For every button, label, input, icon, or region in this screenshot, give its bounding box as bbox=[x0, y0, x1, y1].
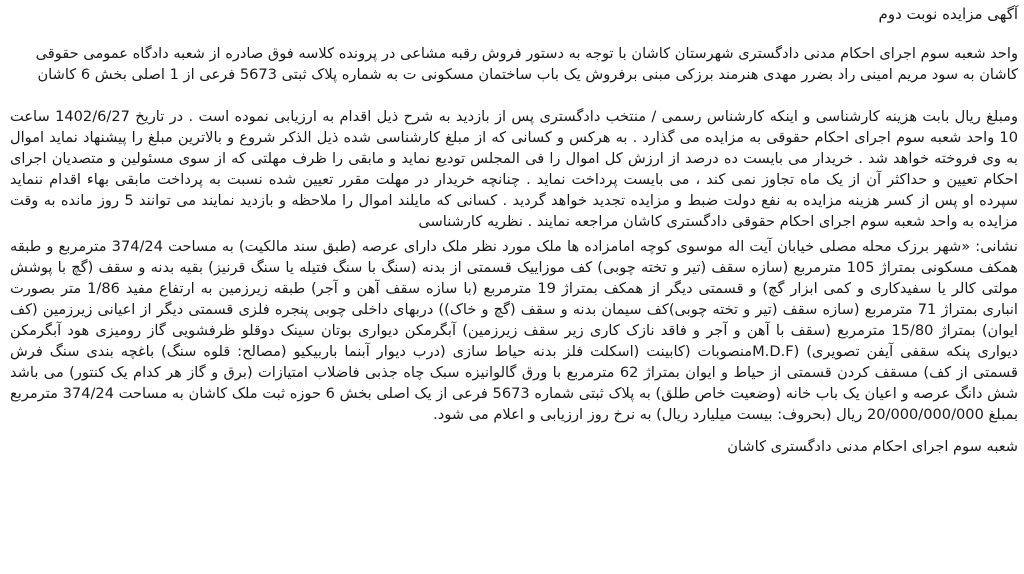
notice-issuer-signature: شعبه سوم اجرای احکام مدنی دادگستری کاشان bbox=[727, 438, 1018, 455]
notice-intro-paragraph: واحد شعبه سوم اجرای احکام مدنی دادگستری شهرستان کاشان با توجه به دستور فروش رقبه مشاعی در پرونده کلاسه فوق صادره از شعبه دادگاه عمومی حقوقی کاشان به سود مریم امینی راد بضرر مهدی هنرمند برزکی مبنی برفروش یک باب ساختمان مسکونی ت به شماره پلاک ثبتی 5673 فرعی از 1 اصلی بخش 6 کاشان bbox=[35, 45, 1018, 83]
notice-title: آگهی مزایده نوبت دوم bbox=[878, 5, 1018, 23]
notice-property-description: نشانی: «شهر برزک محله مصلی خیابان آیت اله موسوی کوچه امامزاده ها ملک مورد نظر ملک دارای عرصه (طبق سند مالکیت) به مساحت 374/24 مترمربع و طبقه همکف مسکونی بمتراژ 105 مترمربع (سازه سقف (تیر و تخته چوبی) کف موزاییک قسمتی از بدنه (سنگ با سنگ فتیله یا سنگ قرنیز) بقیه بدنه و سقف (گچ با پوشش مولتی کالر یا سفیدکاری و کمی ابزار گچ) و قسمتی دیگر از همکف بمتراژ 19 مترمربع (با سازه سقف آهن و آجر) طبقه زیرزمین به ارتفاع مفید 1/86 متر بصورت انباری بمتراژ 71 مترمربع (سازه سقف (تیر و تخته چوبی)کف سیمان بدنه و سقف (گچ و خاک)) دربهای داخلی چوبی پنجره فلزی قسمتی دیگر از اعیانی زیرزمین (کف ایوان) بمتراژ 15/80 مترمربع (سقف با آهن و آجر و فاقد نازک کاری زیر سقف زیرزمین) آبگرمکن دیواری بوتان سینک دوقلو ظرفشویی گاز رومیزی هود آبگرمکن دیواری پنکه سقفی آیفن تصویری) (M.D.Fمنصوبات (کابینت (اسکلت فلز بدنه حیاط سازی (درب دیوار آبنما باربیکیو (مصالح: قلوه سنگ) باغچه بندی سنگ فرش قسمتی از کف) مسقف کردن قسمتی از حیاط و ایوان بمتراژ 62 مترمربع با ورق گالوانیزه سبک چاه جذبی فاضلاب امتیازات (برق و گاز هر کدام یک کنتور) می باشد شش دانگ عرصه و اعیان یک باب خانه (وضعیت خاص طلق) به پلاک ثبتی شماره 5673 فرعی از یک اصلی بخش 6 حوزه ثبت ملک کاشان به مساحت 374/24 مترمربع بمبلغ 20/000/000/000 ریال (بحروف: بیست میلیارد ریال) به نرخ روز ارزیابی و اعلام می شود. bbox=[10, 238, 1018, 423]
notice-terms-paragraph: ومبلغ ریال بابت هزینه کارشناسی و اینکه کارشناس رسمی / منتخب دادگستری پس از بازدید به شرح ذیل اقدام به ارزیابی نموده است . در تاریخ 1402/6/27 ساعت 10 واحد شعبه سوم اجرای احکام حقوقی به مزایده می گذارد . به هرکس و کسانی که از مبلغ کارشناسی شده ذیل الذکر شروع و بالاترین مبلغ را پیشنهاد نماید اموال به وی فروخته خواهد شد . خریدار می بایست ده درصد از ارزش کل اموال را فی المجلس تودیع نماید و مابقی را ظرف مهلتی که از سوی مسئولین و متصدیان اجرای احکام تعیین و حداکثر آن از یک ماه تجاوز نمی کند ، می بایست پرداخت نماید . چنانچه خریدار در مهلت مقرر تعیین شده نسبت به پرداخت مابقی بهاء اقدام ننماید سپرده او پس از کسر هزینه مزایده به نفع دولت ضبط و مزایده تجدید خواهد گردید . کسانی که مایلند اموال را ملاحظه و بازدید نمایند می توانند 5 روز مانده به وقت مزایده به واحد شعبه سوم اجرای احکام حقوقی دادگستری کاشان مراجعه نمایند . نظریه کارشناسی bbox=[10, 108, 1018, 230]
